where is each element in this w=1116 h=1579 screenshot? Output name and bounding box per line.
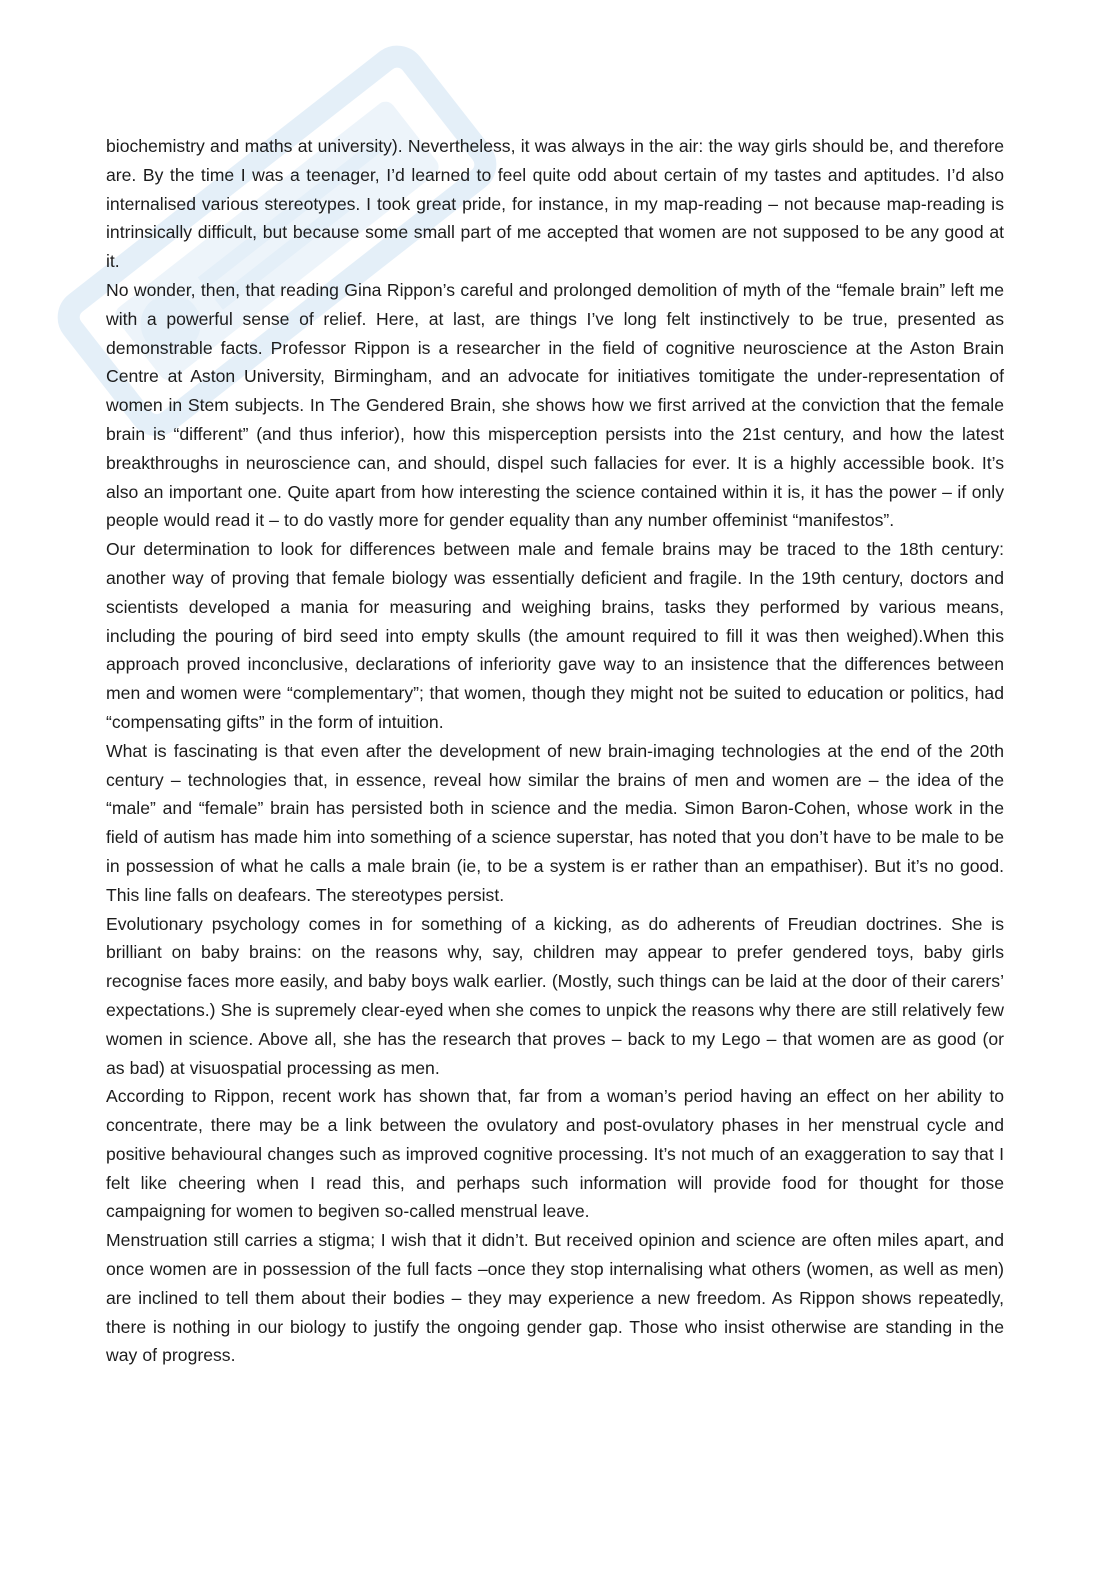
document-body: [106, 132, 1004, 1370]
paragraph-5: Evolutionary psychology comes in for something of a kicking, as do adherents of Freudian doctrines. She is brilliant on baby brains: on the reasons why, say, children may appear to prefer gendered toys, baby girls recognise faces more easily, and baby boys walk earlier. (Mostly, such things can be laid at the door of their carers’ expectations.) She is supremely clear-eyed when she comes to unpick the reasons why there are still relatively few women in science. Above all, she has the research that proves – back to my Lego – that women are as good (or as bad) at visuospatial processing as men.: [106, 913, 1004, 1078]
paragraph-3: Our determination to look for differences between male and female brains may be traced to the 18th century: another way of proving that female biology was essentially deficient and fragile. In the 19th century, doctors and scientists developed a mania for measuring and weighing brains, tasks they performed by various means, including the pouring of bird seed into empty skulls (the amount required to fill it was then weighed).When this approach proved inconclusive, declarations of inferiority gave way to an insistence that the differences between men and women were “complementary”; that women, though they might not be suited to education or politics, had “compensating gifts” in the form of intuition.: [106, 539, 1004, 732]
paragraph-1: biochemistry and maths at university). Nevertheless, it was always in the air: the way girls should be, and therefore are. By the time I was a teenager, I’d learned to feel quite odd about certain of my tastes and aptitudes. I’d also internalised various stereotypes. I took great pride, for instance, in my map-reading – not because map-reading is intrinsically difficult, but because some small part of me accepted that women are not supposed to be any good at it.: [106, 136, 1004, 272]
paragraph-2: No wonder, then, that reading Gina Rippon’s careful and prolonged demolition of myth of the “female brain” left me with a powerful sense of relief. Here, at last, are things I’ve long felt instinctively to be true, presented as demonstrable facts. Professor Rippon is a researcher in the field of cognitive neuroscience at the Aston Brain Centre at Aston University, Birmingham, and an advocate for initiatives tomitigate the under-representation of women in Stem subjects. In The Gendered Brain, she shows how we first arrived at the conviction that the female brain is “different” (and thus inferior), how this misperception persists into the 21st century, and how the latest breakthroughs in neuroscience can, and should, dispel such fallacies for ever. It is a highly accessible book. It’s also an important one. Quite apart from how interesting the science contained within it is, it has the power – if only people would read it – to do vastly more for gender equality than any number offeminist “manifestos”.: [106, 279, 1004, 531]
paragraph-7: Menstruation still carries a stigma; I wish that it didn’t. But received opinion and science are often miles apart, and once women are in possession of the full facts –once they stop internalising what others (women, as well as men) are inclined to tell them about their bodies – they may experience a new freedom. As Rippon shows repeatedly, there is nothing in our biology to justify the ongoing gender gap. Those who insist otherwise are standing in the way of progress.: [106, 1230, 1004, 1366]
paragraph-4: What is fascinating is that even after the development of new brain-imaging technologies at the end of the 20th century – technologies that, in essence, reveal how similar the brains of men and women are – the idea of the “male” and “female” brain has persisted both in science and the media. Simon Baron-Cohen, whose work in the field of autism has made him into something of a science superstar, has noted that you don’t have to be male to be in possession of what he calls a male brain (ie, to be a system is er rather than an empathiser). But it’s no good. This line falls on deafears. The stereotypes persist.: [106, 740, 1004, 905]
paragraph-6: According to Rippon, recent work has shown that, far from a woman’s period having an effect on her ability to concentrate, there may be a link between the ovulatory and post-ovulatory phases in her menstrual cycle and positive behavioural changes such as improved cognitive processing. It’s not much of an exaggeration to say that I felt like cheering when I read this, and perhaps such information will provide food for thought for those campaigning for women to begiven so-called menstrual leave.: [106, 1086, 1004, 1222]
